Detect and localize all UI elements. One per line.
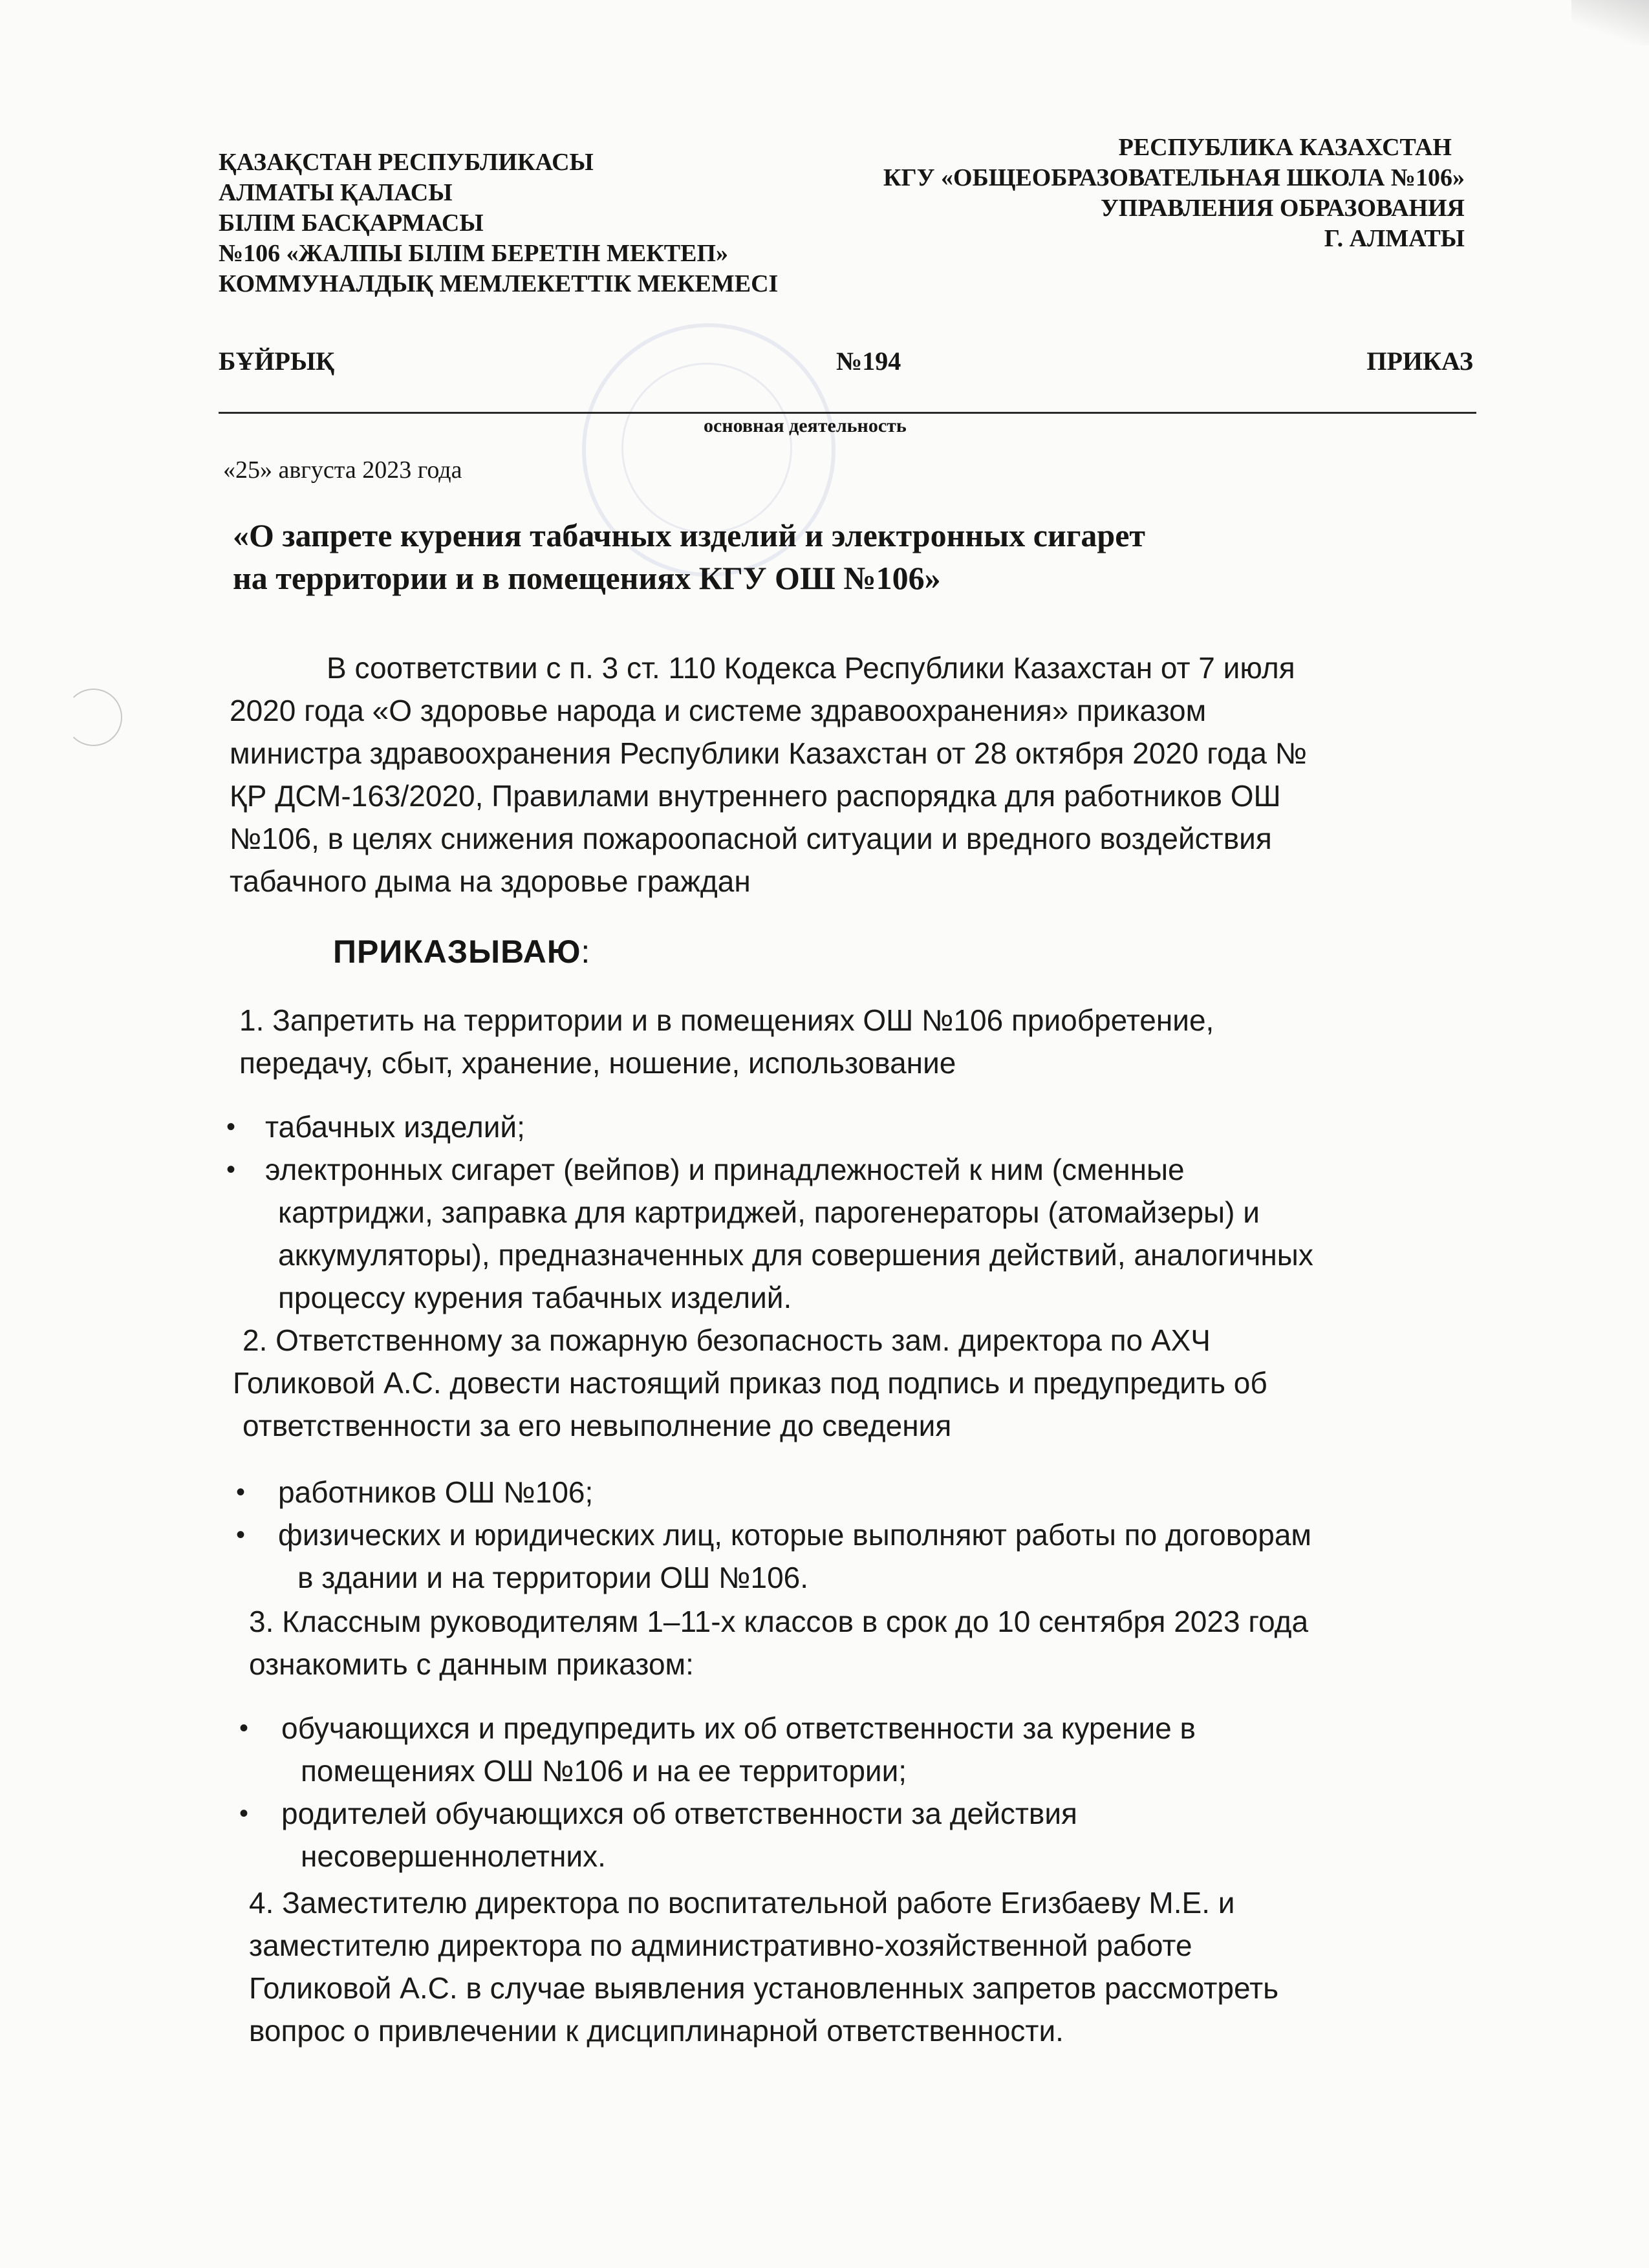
- item-line: 3. Классным руководителям 1–11-х классов в срок до 10 сентября 2023 года: [249, 1605, 1309, 1638]
- bullet-line: • родителей обучающихся об ответственности за действия: [281, 1797, 1077, 1830]
- preamble-line: министра здравоохранения Республики Казахстан от 28 октября 2020 года №: [230, 736, 1308, 770]
- item-line: 1. Запретить на территории и в помещениях ОШ №106 приобретение,: [239, 1003, 1214, 1037]
- bullet-line: • табачных изделий;: [265, 1110, 525, 1144]
- order-item-4: [249, 1881, 1278, 2052]
- order-heading-row: [219, 346, 1476, 385]
- item-line: ответственности за его невыполнение до сведения: [242, 1409, 952, 1442]
- order-label-russian: ПРИКАЗ: [1366, 347, 1473, 376]
- header-divider: [219, 412, 1476, 414]
- preamble-line: В соответствии с п. 3 ст. 110 Кодекса Республики Казахстан от 7 июля: [327, 651, 1295, 685]
- list-item: [239, 1792, 1196, 1878]
- bullet-line: • электронных сигарет (вейпов) и принадлежностей к ним (сменные: [265, 1153, 1185, 1186]
- title-line: «О запрете курения табачных изделий и электронных сигарет: [233, 517, 1145, 553]
- preamble-line: табачного дыма на здоровье граждан: [230, 864, 751, 898]
- preamble-line: 2020 года «О здоровье народа и системе здравоохранения» приказом: [230, 694, 1207, 727]
- list-item: [226, 1106, 1313, 1148]
- order-item-3: [249, 1600, 1308, 1685]
- header-russian: [721, 133, 1465, 254]
- bullet-line: картриджи, заправка для картриджей, парогенераторы (атомайзеры) и: [278, 1195, 1260, 1229]
- bullet-line: • работников ОШ №106;: [278, 1475, 594, 1509]
- decree-word: ПРИКАЗЫВАЮ: [333, 934, 581, 970]
- item-line: Голиковой А.С. в случае выявления установленных запретов рассмотреть: [249, 1971, 1279, 2005]
- header-kazakh-line: ҚАЗАҚСТАН РЕСПУБЛИКАСЫ: [219, 149, 594, 176]
- header-kazakh-line: БІЛІМ БАСҚАРМАСЫ: [219, 209, 484, 237]
- list-item: [236, 1471, 1311, 1514]
- item-line: Голиковой А.С. довести настоящий приказ под подпись и предупредить об: [233, 1366, 1267, 1400]
- bullet-line: помещениях ОШ №106 и на ее территории;: [301, 1754, 907, 1788]
- order-item-2: [233, 1319, 1267, 1447]
- bullet-line: несовершеннолетних.: [301, 1839, 606, 1873]
- decree-colon: :: [581, 934, 591, 970]
- header-kazakh-line: КОММУНАЛДЫҚ МЕМЛЕКЕТТІК МЕКЕМЕСІ: [219, 270, 779, 297]
- preamble-line: №106, в целях снижения пожароопасной ситуации и вредного воздействия: [230, 822, 1272, 855]
- item-line: передачу, сбыт, хранение, ношение, использование: [239, 1046, 956, 1080]
- item-line: 2. Ответственному за пожарную безопасность зам. директора по АХЧ: [242, 1323, 1211, 1357]
- bullet-line: аккумуляторы), предназначенных для совершения действий, аналогичных: [278, 1238, 1313, 1272]
- order-item-1: [239, 999, 1214, 1084]
- header-kazakh-line: №106 «ЖАЛПЫ БІЛІМ БЕРЕТІН МЕКТЕП»: [219, 240, 728, 267]
- list-item: [236, 1514, 1311, 1599]
- activity-type: основная деятельность: [704, 415, 907, 436]
- header-russian-line: РЕСПУБЛИКА КАЗАХСТАН: [1118, 134, 1452, 161]
- preamble-line: ҚР ДСМ-163/2020, Правилами внутреннего распорядка для работников ОШ: [230, 779, 1281, 813]
- header-russian-line: УПРАВЛЕНИЯ ОБРАЗОВАНИЯ: [1101, 195, 1465, 222]
- decree-heading: [333, 933, 590, 970]
- header-russian-line: КГУ «ОБЩЕОБРАЗОВАТЕЛЬНАЯ ШКОЛА №106»: [883, 164, 1465, 191]
- list-item: [239, 1707, 1196, 1792]
- document-title: [233, 514, 1461, 599]
- preamble-paragraph: [230, 647, 1491, 903]
- header-russian-line: Г. АЛМАТЫ: [1324, 225, 1465, 252]
- item-1-bullet-list: [226, 1106, 1313, 1319]
- bullet-line: • обучающихся и предупредить их об ответственности за курение в: [281, 1711, 1196, 1745]
- order-number: №194: [836, 347, 901, 376]
- bullet-line: процессу курения табачных изделий.: [278, 1281, 792, 1314]
- item-2-bullet-list: [236, 1471, 1311, 1599]
- title-line: на территории и в помещениях КГУ ОШ №106»: [233, 560, 941, 596]
- item-line: заместителю директора по административно-хозяйственной работе: [249, 1929, 1192, 1962]
- header-kazakh-line: АЛМАТЫ ҚАЛАСЫ: [219, 179, 453, 206]
- order-label-kazakh: БҰЙРЫҚ: [219, 347, 335, 376]
- item-line: 4. Заместителю директора по воспитательной работе Егизбаеву М.Е. и: [249, 1886, 1235, 1920]
- punch-hole-mark: [65, 689, 122, 746]
- bullet-line: в здании и на территории ОШ №106.: [297, 1561, 809, 1594]
- list-item: [226, 1148, 1313, 1319]
- item-line: вопрос о привлечении к дисциплинарной ответственности.: [249, 2014, 1064, 2048]
- item-3-bullet-list: [239, 1707, 1196, 1878]
- bullet-line: • физических и юридических лиц, которые выполняют работы по договорам: [278, 1518, 1312, 1552]
- scan-corner-shadow: [1571, 0, 1649, 45]
- order-date: «25» августа 2023 года: [223, 456, 462, 484]
- item-line: ознакомить с данным приказом:: [249, 1647, 694, 1681]
